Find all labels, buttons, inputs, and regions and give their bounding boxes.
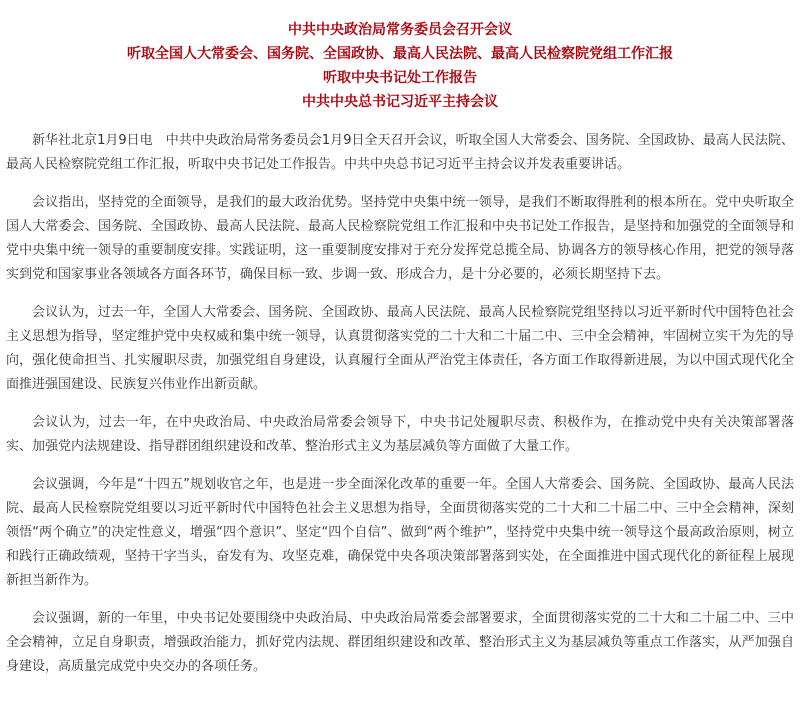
paragraph-dateline: 新华社北京1月9日电 中共中央政治局常务委员会1月9日全天召开会议，听取全国人大常委会、国务院、全国政协、最高人民法院、最高人民检察院党组工作汇报，听取中央书记处工作报告。中共中央总书记习近平主持会议并发表重要讲话。: [6, 133, 794, 172]
headline-block: [0, 18, 800, 114]
paragraph-meeting-stressed-secretariat: 会议强调，新的一年里，中央书记处要围绕中央政治局、中央政治局常委会部署要求，全面贯彻落实党的二十大和二十届二中、三中全会精神，立足自身职责，增强政治能力，抓好党内法规、群团组织建设和改革、整治形式主义为基层减负等重点工作落实，从严加强自身建设，高质量完成党中央交办的各项任务。: [6, 611, 794, 674]
subheadline-presiding: 中共中央总书记习近平主持会议: [302, 94, 498, 110]
article-body: [0, 129, 800, 679]
paragraph-meeting-stressed-party-groups: 会议强调，今年是“十四五”规划收官之年，也是进一步全面深化改革的重要一年。全国人大常委会、国务院、全国政协、最高人民法院、最高人民检察院党组要以习近平新时代中国特色社会主义思想为指导，全面贯彻落实党的二十大和二十届二中、三中全会精神，深刻领悟“两个确立”的决定性意义，增强“四个意识”、坚定“四个自信”、做到“两个维护”，坚持党中央集中统一领导这个最高政治原则，树立和践行正确政绩观，坚持干字当头，奋发有为、攻坚克难，确保党中央各项决策部署落到实处，在全面推进中国式现代化的新征程上展现新担当新作为。: [6, 477, 794, 588]
paragraph-meeting-pointed-out: 会议指出，坚持党的全面领导，是我们的最大政治优势。坚持党中央集中统一领导，是我们不断取得胜利的根本所在。党中央听取全国人大常委会、国务院、全国政协、最高人民法院、最高人民检察院党组工作汇报和中央书记处工作报告，是坚持和加强党的全面领导和党中央集中统一领导的重要制度安排。实践证明，这一重要制度安排对于充分发挥党总揽全局、协调各方的领导核心作用，把党的领导落实到党和国家事业各领域各方面各环节，确保目标一致、步调一致、形成合力，是十分必要的，必须长期坚持下去。: [6, 195, 794, 282]
subheadline-secretariat-report: 听取中央书记处工作报告: [323, 70, 477, 86]
paragraph-meeting-considered-secretariat: 会议认为，过去一年，在中央政治局、中央政治局常委会领导下，中央书记处履职尽责、积极作为，在推动党中央有关决策部署落实、加强党内法规建设、指导群团组织建设和改革、整治形式主义为基层减负等方面做了大量工作。: [6, 415, 794, 454]
paragraph-meeting-considered-party-groups: 会议认为，过去一年，全国人大常委会、国务院、全国政协、最高人民法院、最高人民检察院党组坚持以习近平新时代中国特色社会主义思想为指导，坚定维护党中央权威和集中统一领导，认真贯彻落实党的二十大和二十届二中、三中全会精神，牢固树立实干为先的导向，强化使命担当、扎实履职尽责，加强党组自身建设，认真履行全面从严治党主体责任，各方面工作取得新进展，为以中国式现代化全面推进强国建设、民族复兴伟业作出新贡献。: [6, 305, 794, 392]
main-headline: 中共中央政治局常务委员会召开会议: [288, 22, 512, 38]
subheadline-work-reports: 听取全国人大常委会、国务院、全国政协、最高人民法院、最高人民检察院党组工作汇报: [127, 46, 673, 62]
